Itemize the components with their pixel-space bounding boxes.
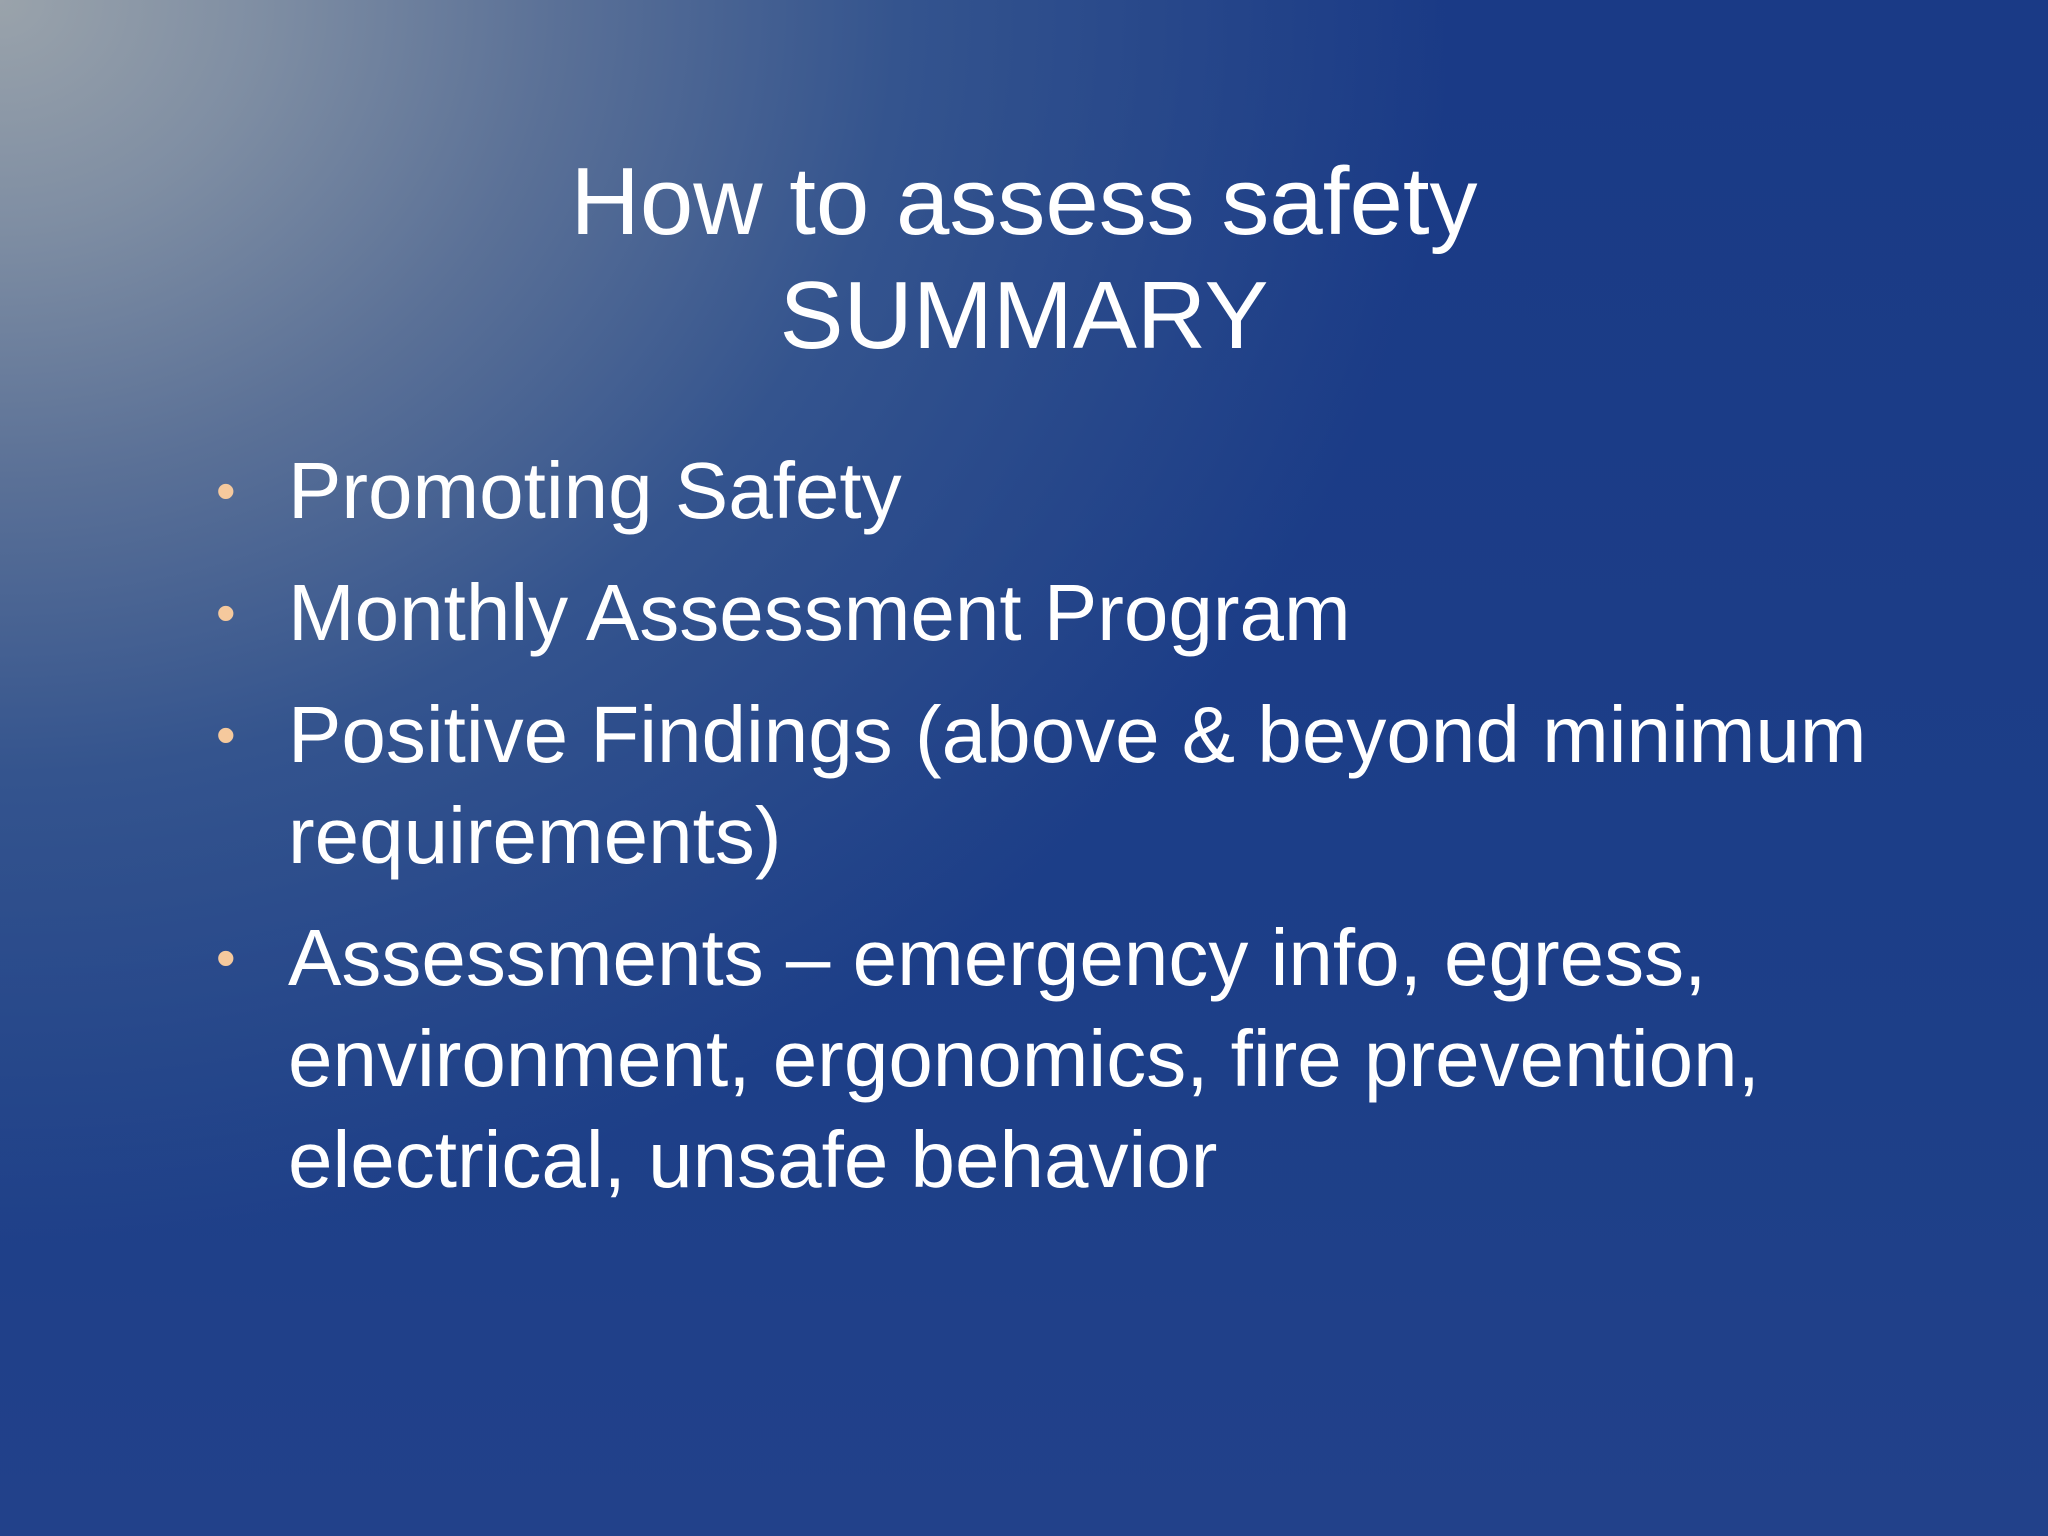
bullet-text: Promoting Safety xyxy=(288,446,902,535)
bullet-text: Positive Findings (above & beyond minimum requirements) xyxy=(288,690,1867,880)
bullet-dot-icon: • xyxy=(216,703,236,766)
bullet-item-positive-findings xyxy=(216,684,1888,886)
bullet-text: Monthly Assessment Program xyxy=(288,568,1351,657)
bullet-item-monthly-assessment xyxy=(216,562,1888,663)
slide-title-line-2: SUMMARY xyxy=(779,262,1269,369)
bullet-item-promoting-safety xyxy=(216,440,1888,541)
bullet-text: Assessments – emergency info, egress, environment, ergonomics, fire prevention, electrical, unsafe behavior xyxy=(288,913,1760,1204)
bullet-item-assessments xyxy=(216,907,1888,1210)
bullet-dot-icon: • xyxy=(216,581,236,644)
slide-title xyxy=(0,145,2048,373)
slide-title-line-1: How to assess safety xyxy=(570,148,1478,255)
bullet-list xyxy=(216,440,1888,1231)
bullet-dot-icon: • xyxy=(216,926,236,989)
bullet-dot-icon: • xyxy=(216,459,236,522)
